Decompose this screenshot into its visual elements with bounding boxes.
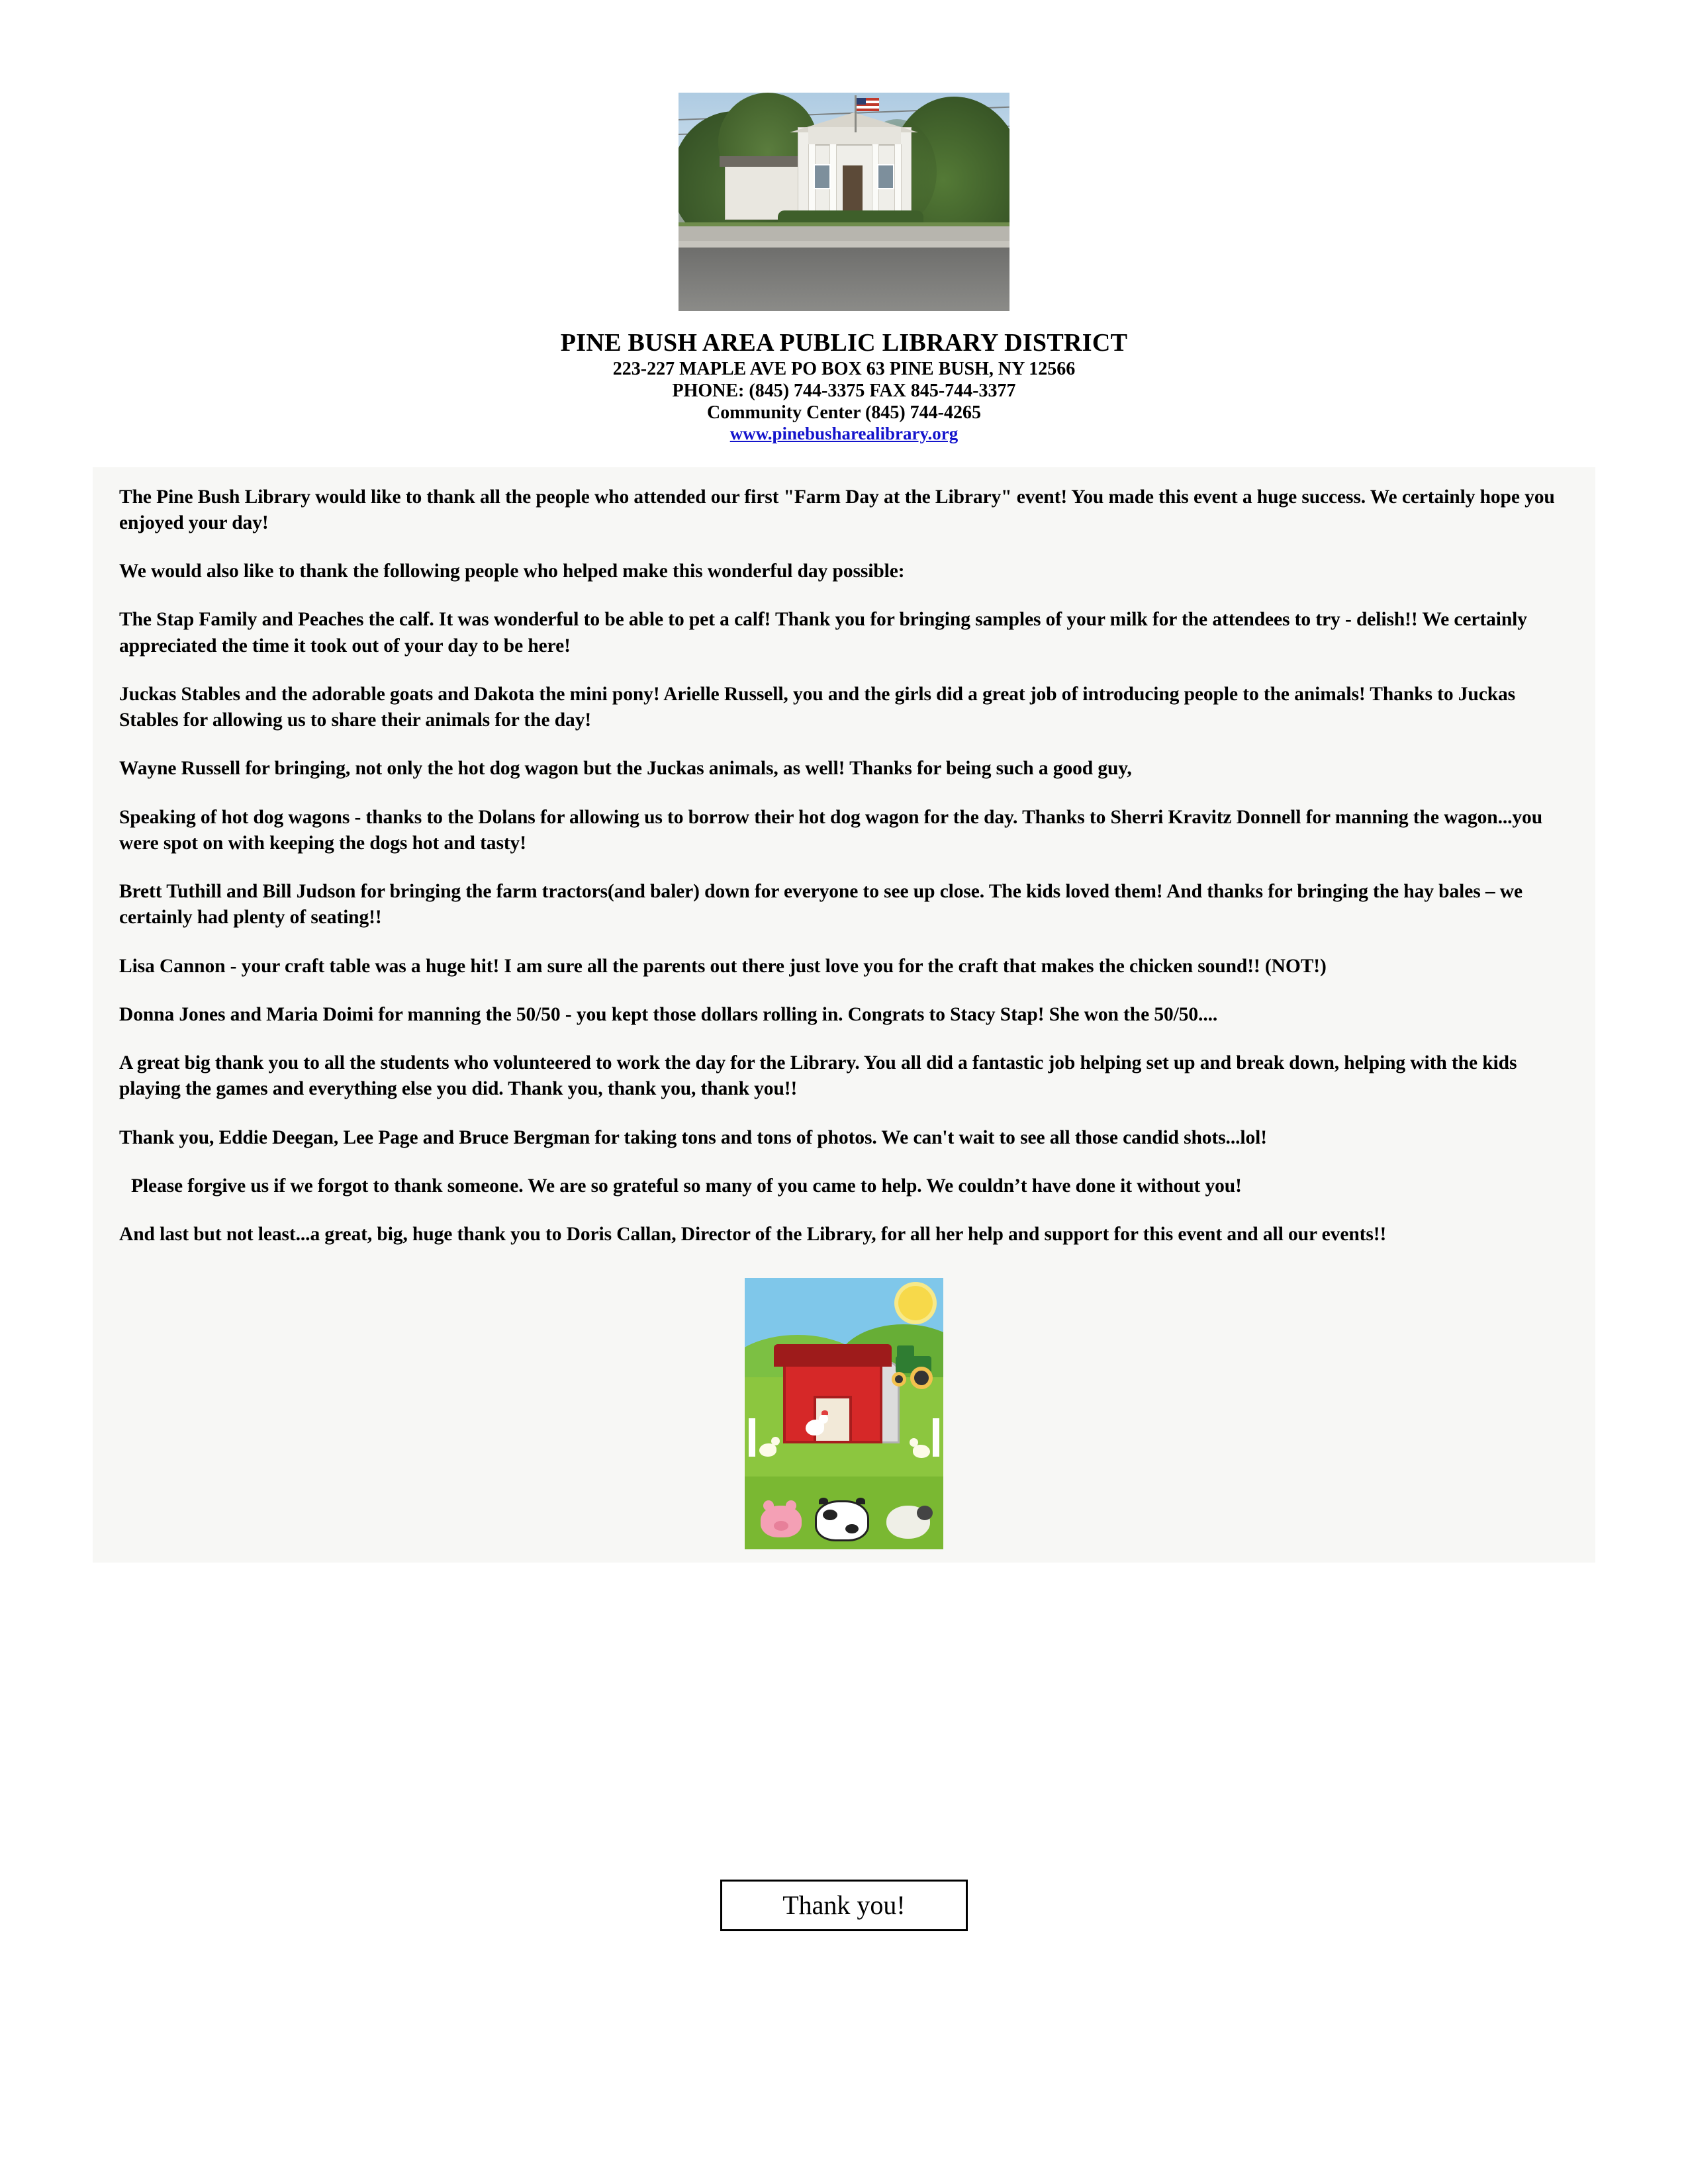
paragraph: Lisa Cannon - your craft table was a huge hit! I am sure all the parents out there just love you for the craft that makes the chicken sound!! (NOT!): [119, 955, 1327, 977]
paragraph: And last but not least...a great, big, huge thank you to Doris Callan, Director of the Library, for all her help and support for this event and all our events!!: [119, 1224, 1387, 1245]
farm-scene-clipart: [745, 1278, 943, 1549]
photo-window-right: [877, 164, 894, 189]
barn-roof: [774, 1344, 892, 1367]
community-center-line: Community Center (845) 744-4265: [707, 402, 981, 423]
photo-flag-canton: [857, 98, 866, 105]
chicken-comb: [821, 1410, 828, 1415]
address-line: 223-227 MAPLE AVE PO BOX 63 PINE BUSH, NY 12566: [612, 358, 1076, 379]
cow-icon: [815, 1500, 869, 1541]
photo-building-wing-roof: [720, 156, 810, 167]
paragraph: We would also like to thank the following people who helped make this wonderful day possible:: [119, 561, 905, 582]
paragraph: Thank you, Eddie Deegan, Lee Page and Bruce Bergman for taking tons and tons of photos. We can't wait to see all those candid shots...lol!: [119, 1126, 1267, 1148]
organization-name: PINE BUSH AREA PUBLIC LIBRARY DISTRICT: [560, 329, 1128, 357]
paragraph: The Pine Bush Library would like to thank all the people who attended our first "Farm Day at the Library" event! You made this event a huge success. We certainly hope you enjoyed your day!: [119, 486, 1555, 534]
farm-clipart-container: [119, 1278, 1569, 1549]
paragraph: Please forgive us if we forgot to thank someone. We are so grateful so many of you came to help. We couldn’t have done it without you!: [131, 1175, 1242, 1197]
fence-right: [933, 1418, 939, 1457]
fence-left: [749, 1418, 755, 1457]
pig-ear-left: [763, 1500, 774, 1511]
photo-curb: [679, 241, 1009, 248]
duck-left-icon: [759, 1443, 776, 1457]
paragraph: Brett Tuthill and Bill Judson for bringing the farm tractors(and baler) down for everyone to see up close. The kids loved them! And thanks for bringing the hay bales – we certainly had plenty of seating!!: [119, 881, 1523, 929]
paragraph: The Stap Family and Peaches the calf. It was wonderful to be able to pet a calf! Thank you for bringing samples of your milk for the attendees to try - delish!! We certainly appreciated the time it took out of your day to be here!: [119, 609, 1527, 657]
sun-icon: [898, 1286, 933, 1320]
letter-body: [93, 467, 1595, 1563]
phone-fax-line: PHONE: (845) 744-3375 FAX 845-744-3377: [672, 380, 1016, 401]
paragraph: A great big thank you to all the students who volunteered to work the day for the Library. You all did a fantastic job helping set up and break down, helping with the kids playing the games and everything else you did. Thank you, thank you, thank you!!: [119, 1052, 1517, 1100]
photo-library-door: [843, 165, 863, 212]
photo-road: [679, 248, 1009, 311]
paragraph: Speaking of hot dog wagons - thanks to the Dolans for allowing us to borrow their hot dog wagon for the day. Thanks to Sherri Kravitz Donnell for manning the wagon...you were spot on with keeping the dogs hot and tasty!: [119, 806, 1542, 854]
header-photo-container: [0, 0, 1688, 311]
tractor-rear-wheel: [910, 1367, 933, 1389]
paragraph: Juckas Stables and the adorable goats and Dakota the mini pony! Arielle Russell, you and the girls did a great job of introducing people to the animals! Thanks to Juckas Stables for allowing us to share their animals for the day!: [119, 683, 1516, 731]
photo-column-4: [894, 144, 902, 210]
photo-sidewalk: [679, 226, 1009, 241]
paragraph: Wayne Russell for bringing, not only the hot dog wagon but the Juckas animals, as well! Thanks for being such a good guy,: [119, 758, 1132, 780]
duck-right-icon: [913, 1445, 930, 1458]
website-link[interactable]: www.pinebusharealibrary.org: [729, 423, 959, 443]
library-building-photo: [679, 93, 1009, 311]
photo-window-left: [814, 164, 831, 189]
letterhead: [0, 328, 1688, 445]
thank-you-textbox: Thank you!: [720, 1880, 968, 1931]
paragraph: Donna Jones and Maria Doimi for manning the 50/50 - you kept those dollars rolling in. Congrats to Stacy Stap! She won the 50/50....: [119, 1003, 1218, 1025]
